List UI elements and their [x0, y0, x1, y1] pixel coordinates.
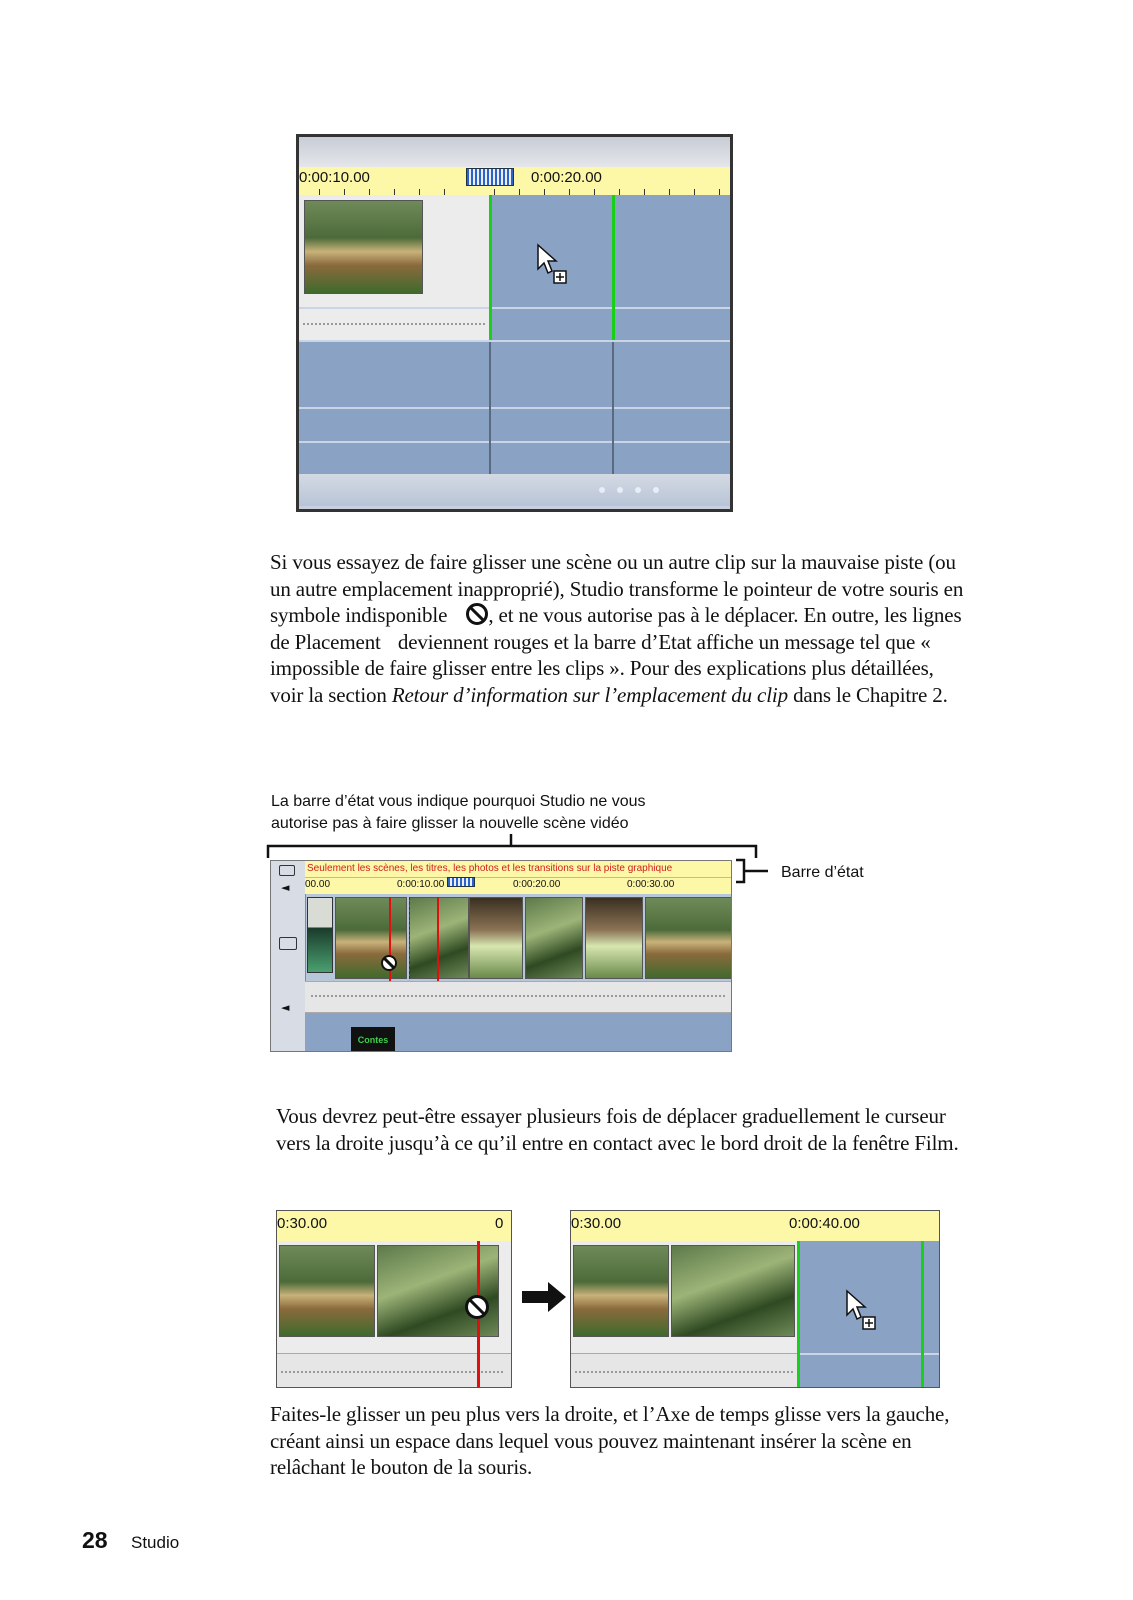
title-thumbnail[interactable]: Contes — [351, 1027, 395, 1052]
giraffe-scene-thumbnail-3[interactable] — [573, 1245, 669, 1337]
callout-bracket — [266, 834, 766, 860]
add-scene-cursor-icon-2 — [845, 1289, 881, 1331]
status-bar-label: Barre d’état — [781, 864, 864, 881]
couple-scene-thumbnail-2[interactable] — [671, 1245, 795, 1337]
timeline-screenshot-3-after — [570, 1210, 940, 1388]
scrubber-handle-2[interactable] — [447, 877, 475, 887]
speaker-icon-2: ◄ — [281, 1001, 290, 1014]
unavailable-cursor-icon — [381, 955, 397, 971]
giraffe-scene-thumbnail-2[interactable] — [279, 1245, 375, 1337]
timeline-screenshot-3-before — [276, 1210, 512, 1388]
speaker-icon: ◄ — [281, 881, 290, 894]
unavailable-cursor-icon-2 — [465, 1295, 489, 1319]
ruler-time-right: 0:00:20.00 — [531, 169, 602, 186]
placement-line-right — [612, 195, 615, 340]
placement-line-left — [489, 195, 492, 340]
scene-thumbnail-5[interactable] — [585, 897, 643, 979]
transition-thumbnail[interactable] — [307, 897, 333, 973]
scene-thumbnail-3[interactable] — [469, 897, 523, 979]
status-message: Seulement les scènes, les titres, les photos et les transitions sur la piste graphique — [307, 863, 673, 874]
ruler-time-left: 0:00:10.00 — [299, 169, 370, 186]
time-ruler-3[interactable]: 0:30.00 0 — [277, 1211, 511, 1241]
placement-line-green-2 — [921, 1241, 924, 1388]
page-number: 28 — [82, 1527, 108, 1553]
camera-track-icon — [279, 865, 295, 876]
time-ruler-4[interactable]: 0:30.00 0:00:40.00 — [571, 1211, 939, 1241]
scene-thumbnail-2[interactable] — [409, 897, 469, 979]
add-scene-cursor-icon — [536, 243, 572, 285]
time-ruler-2[interactable]: 00.00 0:00:10.00 0:00:20.00 0:00:30.00 — [305, 877, 731, 894]
scene-thumbnail-4[interactable] — [525, 897, 583, 979]
footer-product: Studio — [131, 1533, 180, 1552]
status-bar — [305, 861, 731, 877]
timeline-screenshot-1 — [296, 134, 733, 512]
camera-track-icon-2 — [279, 937, 297, 950]
paragraph-1: Si vous essayez de faire glisser une scène ou un autre clip sur la mauvaise piste (ou un autre emplacement inapproprié), Studio transforme le pointeur de votre souris en symbole indisponible , et ne vous autorise pas à le déplacer. En outre, les lignes de Placement deviennent rouges et la barre d’Etat affiche un message tel que « impossible de faire glisser entre les clips ». Pour des explications plus détaillées, voir la section Retour d’information sur l’emplacement du clip dans le Chapitre 2. — [270, 550, 964, 707]
scrubber-handle[interactable] — [466, 168, 514, 186]
section-reference: Retour d’information sur l’emplacement du clip — [391, 682, 788, 707]
scene-thumbnail-6[interactable] — [645, 897, 732, 979]
status-bar-bracket — [734, 858, 770, 884]
scene-thumbnail-1[interactable] — [335, 897, 407, 979]
paragraph-3: Faites-le glisser un peu plus vers la droite, et l’Axe de temps glisse vers la gauche, créant ainsi un espace dans lequel vous pouvez maintenant insérer la scène en relâchant le bouton de la souris. — [270, 1402, 950, 1479]
unavailable-symbol-icon — [466, 603, 488, 625]
arrow-right-icon — [522, 1282, 566, 1312]
paragraph-2: Vous devrez peut-être essayer plusieurs fois de déplacer graduellement le curseur vers la droite jusqu’à ce qu’il entre en contact avec le bord droit de la fenêtre Film. — [276, 1104, 959, 1155]
giraffe-scene-thumbnail[interactable] — [304, 200, 423, 294]
time-ruler[interactable] — [299, 167, 730, 195]
placement-line-green-1 — [797, 1241, 800, 1388]
callout-caption: La barre d’état vous indique pourquoi Studio ne vous autorise pas à faire glisser la nouvelle scène vidéo — [271, 793, 646, 832]
couple-scene-thumbnail[interactable] — [377, 1245, 499, 1337]
timeline-screenshot-2 — [270, 860, 732, 1052]
